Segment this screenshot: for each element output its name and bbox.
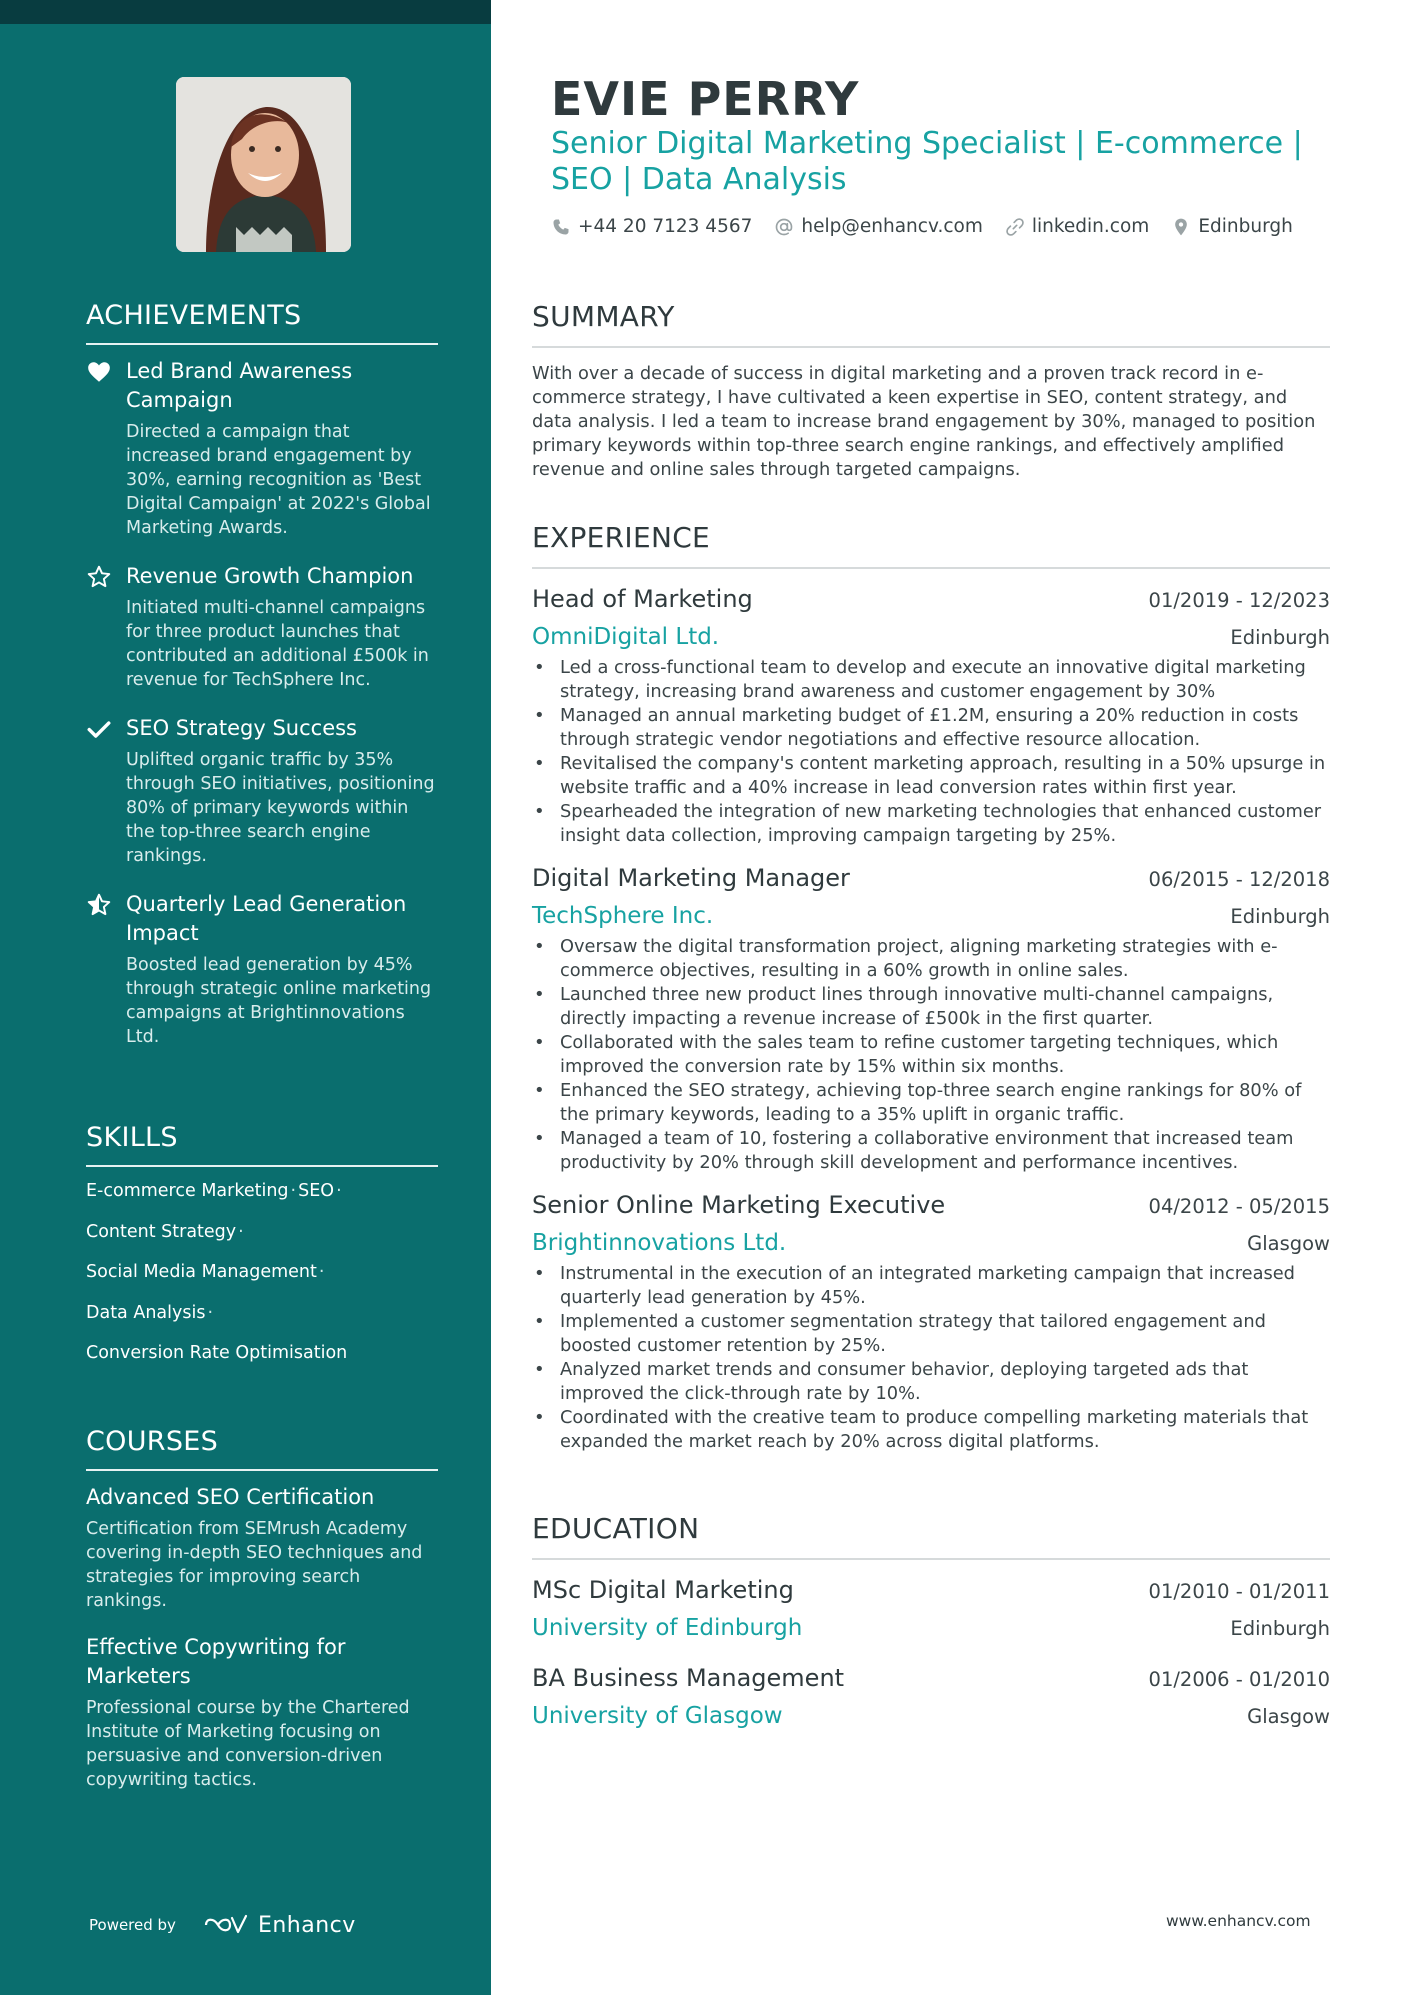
- phone-icon: [551, 217, 571, 237]
- education-heading: EDUCATION: [532, 1512, 1330, 1560]
- course-description: Professional course by the Chartered Institute of Marketing focusing on persuasive and conversion-driven copywriting tactics.: [86, 1698, 410, 1790]
- skills-heading: SKILLS: [86, 1122, 438, 1167]
- profile-photo: [176, 77, 351, 252]
- skills-section: [86, 1122, 438, 1382]
- job-bullet: • Managed an annual marketing budget of £1.2M, ensuring a 20% reduction in costs through strategic vendor negotiations and effective resource allocation.: [532, 704, 1330, 752]
- job-bullet: • Collaborated with the sales team to refine customer targeting techniques, which improved the conversion rate by 15% within six months.: [532, 1031, 1330, 1079]
- job-role: Digital Marketing Manager: [532, 864, 850, 892]
- contact-bar: [551, 216, 1315, 237]
- job-bullet: • Coordinated with the creative team to produce compelling marketing materials that expanded the market reach by 20% across digital platforms.: [532, 1406, 1330, 1454]
- skills-line: [86, 1220, 438, 1244]
- education-entry: [532, 1662, 1330, 1732]
- achievement-item: [86, 562, 438, 692]
- education-section: [532, 1512, 1330, 1750]
- sidebar-top-bar: [0, 0, 491, 24]
- contact-linkedin[interactable]: [1005, 216, 1149, 237]
- skills-line: [86, 1260, 438, 1284]
- powered-by: [89, 1905, 356, 1945]
- skill-item: Content Strategy: [86, 1221, 237, 1242]
- job-bullet: • Led a cross-functional team to develop and execute an innovative digital marketing strategy, increasing brand awareness and customer engagement by 30%: [532, 656, 1330, 704]
- job-bullet: • Instrumental in the execution of an integrated marketing campaign that increased quarterly lead generation by 45%.: [532, 1262, 1330, 1310]
- course-title: Advanced SEO Certification: [86, 1485, 375, 1509]
- achievement-title: Quarterly Lead Generation Impact: [126, 892, 407, 945]
- achievements-heading: ACHIEVEMENTS: [86, 300, 438, 345]
- job-entry: [532, 1189, 1330, 1454]
- footer-website-link[interactable]: www.enhancv.com: [1166, 1912, 1311, 1930]
- achievement-item: [86, 357, 438, 540]
- at-icon: [774, 217, 794, 237]
- star-half-icon: [86, 892, 112, 918]
- courses-section: [86, 1426, 438, 1812]
- skill-separator: ·: [318, 1262, 325, 1282]
- job-entry: [532, 583, 1330, 848]
- experience-heading: EXPERIENCE: [532, 521, 1330, 569]
- sidebar: [0, 0, 491, 1995]
- job-bullet: • Spearheaded the integration of new marketing technologies that enhanced customer insight data collection, improving campaign targeting by 25%.: [532, 800, 1330, 848]
- job-bullets: [532, 1262, 1330, 1454]
- job-bullet: • Implemented a customer segmentation strategy that tailored engagement and boosted customer retention by 25%.: [532, 1310, 1330, 1358]
- job-bullet: • Launched three new product lines through innovative multi-channel campaigns, directly impacting a revenue increase of £500k in the first quarter.: [532, 983, 1330, 1031]
- achievement-title: Revenue Growth Champion: [126, 564, 414, 588]
- main-content: [532, 0, 1340, 1995]
- job-entry: [532, 862, 1330, 1175]
- course-description: Certification from SEMrush Academy covering in-depth SEO techniques and strategies for improving search rankings.: [86, 1519, 423, 1611]
- education-degree: BA Business Management: [532, 1664, 845, 1692]
- achievement-title: SEO Strategy Success: [126, 716, 357, 740]
- education-location: Glasgow: [1247, 1705, 1330, 1728]
- job-location: Glasgow: [1247, 1232, 1330, 1255]
- contact-location-text: Edinburgh: [1198, 216, 1293, 237]
- achievement-description: Boosted lead generation by 45% through strategic online marketing campaigns at Brightinnovations Ltd.: [126, 955, 432, 1047]
- education-date: 01/2006 - 01/2010: [1148, 1668, 1330, 1691]
- location-pin-icon: [1171, 217, 1191, 237]
- skill-item: Social Media Management: [86, 1262, 317, 1282]
- skills-list: [86, 1179, 438, 1365]
- job-company: Brightinnovations Ltd.: [532, 1230, 787, 1256]
- education-location: Edinburgh: [1230, 1617, 1330, 1640]
- powered-by-label: Powered by: [89, 1916, 176, 1934]
- experience-section: [532, 521, 1330, 1468]
- education-school: University of Edinburgh: [532, 1615, 803, 1641]
- summary-text: With over a decade of success in digital marketing and a proven track record in e-commerce strategy, I have cultivated a keen expertise in SEO, content strategy, and data analysis. I led a team to increase brand engagement by 30%, managed to position primary keywords within top-three search engine rankings, and effectively amplified revenue and online sales through targeted campaigns.: [532, 363, 1316, 480]
- job-bullets: [532, 656, 1330, 848]
- skills-line: [86, 1301, 438, 1325]
- job-role: Head of Marketing: [532, 585, 753, 613]
- skill-item: Data Analysis: [86, 1302, 206, 1323]
- skill-separator: ·: [207, 1302, 214, 1323]
- job-company: OmniDigital Ltd.: [532, 624, 720, 650]
- achievement-title: Led Brand Awareness Campaign: [126, 359, 353, 412]
- skills-line: [86, 1179, 438, 1203]
- achievement-description: Uplifted organic traffic by 35% through SEO initiatives, positioning 80% of primary keywords within the top-three search engine rankings.: [126, 750, 435, 866]
- profile-photo-image: [176, 77, 351, 252]
- skill-item: E-commerce Marketing: [86, 1181, 289, 1201]
- contact-linkedin-text: linkedin.com: [1031, 216, 1150, 237]
- contact-phone-text: +44 20 7123 4567: [578, 216, 753, 237]
- job-bullets: [532, 935, 1330, 1175]
- contact-location: [1171, 216, 1293, 237]
- contact-email[interactable]: [774, 216, 982, 237]
- contact-phone[interactable]: [551, 216, 752, 237]
- enhancv-brand-name[interactable]: Enhancv: [257, 1912, 356, 1938]
- course-item: [86, 1483, 438, 1613]
- enhancv-logo-icon[interactable]: [202, 1912, 250, 1938]
- achievement-description: Initiated multi-channel campaigns for three product launches that contributed an additional £500k in revenue for TechSphere Inc.: [126, 598, 429, 690]
- checkmark-icon: [86, 716, 112, 742]
- education-degree: MSc Digital Marketing: [532, 1576, 794, 1604]
- job-date: 06/2015 - 12/2018: [1148, 868, 1330, 891]
- course-item: [86, 1633, 438, 1792]
- contact-email-text: help@enhancv.com: [801, 216, 983, 237]
- link-icon: [1005, 217, 1025, 237]
- job-bullet: • Managed a team of 10, fostering a collaborative environment that increased team productivity by 20% through skill development and performance incentives.: [532, 1127, 1330, 1175]
- skills-line: [86, 1341, 438, 1365]
- job-location: Edinburgh: [1230, 626, 1330, 649]
- achievement-description: Directed a campaign that increased brand engagement by 30%, earning recognition as 'Best Digital Campaign' at 2022's Global Marketing Awards.: [126, 422, 431, 538]
- achievement-item: [86, 714, 438, 868]
- achievements-section: [86, 300, 438, 1071]
- skill-item: SEO: [298, 1181, 335, 1201]
- skill-item: Conversion Rate Optimisation: [86, 1343, 348, 1363]
- skill-separator: ·: [336, 1181, 342, 1201]
- job-bullet: • Enhanced the SEO strategy, achieving top-three search engine rankings for 80% of the primary keywords, leading to a 35% uplift in organic traffic.: [532, 1079, 1330, 1127]
- job-date: 04/2012 - 05/2015: [1148, 1195, 1330, 1218]
- achievement-item: [86, 890, 438, 1049]
- summary-section: [532, 300, 1330, 482]
- job-company: TechSphere Inc.: [532, 903, 714, 929]
- job-bullet: • Revitalised the company's content marketing approach, resulting in a 50% upsurge in website traffic and a 40% increase in lead conversion rates within first year.: [532, 752, 1330, 800]
- education-date: 01/2010 - 01/2011: [1148, 1580, 1330, 1603]
- candidate-name: EVIE PERRY: [551, 72, 860, 126]
- skill-separator: ·: [238, 1221, 244, 1242]
- star-outline-icon: [86, 564, 112, 590]
- skill-separator: ·: [290, 1181, 297, 1201]
- job-bullet: • Oversaw the digital transformation project, aligning marketing strategies with e-commerce objectives, resulting in a 60% growth in online sales.: [532, 935, 1330, 983]
- job-bullet: • Analyzed market trends and consumer behavior, deploying targeted ads that improved the click-through rate by 10%.: [532, 1358, 1330, 1406]
- course-title: Effective Copywriting for Marketers: [86, 1635, 346, 1688]
- heart-icon: [86, 359, 112, 385]
- candidate-title: Senior Digital Marketing Specialist | E-commerce | SEO | Data Analysis: [551, 126, 1303, 197]
- education-entry: [532, 1574, 1330, 1644]
- education-school: University of Glasgow: [532, 1703, 783, 1729]
- job-location: Edinburgh: [1230, 905, 1330, 928]
- summary-heading: SUMMARY: [532, 300, 1330, 348]
- courses-heading: COURSES: [86, 1426, 438, 1471]
- job-role: Senior Online Marketing Executive: [532, 1191, 946, 1219]
- job-date: 01/2019 - 12/2023: [1148, 589, 1330, 612]
